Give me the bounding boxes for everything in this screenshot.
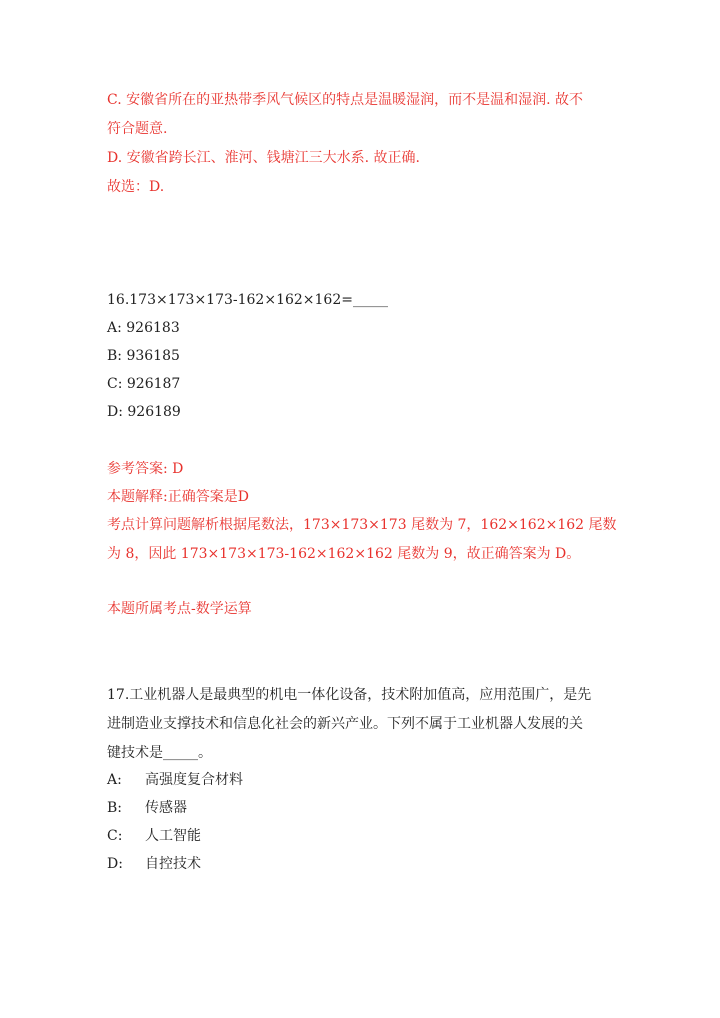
q17-stem-line-1: 17.工业机器人是最典型的机电一体化设备，技术附加值高，应用范围广，是先 bbox=[107, 687, 592, 703]
prev-solution-line-c: C. 安徽省所在的亚热带季风气候区的特点是温暖湿润，而不是温和湿润. 故不 bbox=[107, 92, 584, 108]
q17-option-a bbox=[107, 770, 620, 790]
q17-option-b-letter: B: bbox=[107, 800, 123, 816]
q17-option-c-text: 人工智能 bbox=[145, 828, 201, 844]
q17-option-c-letter: C: bbox=[107, 828, 123, 844]
q16-explain-title: 本题解释:正确答案是D bbox=[107, 489, 249, 505]
q17-option-b-text: 传感器 bbox=[145, 800, 187, 816]
q17-option-d bbox=[107, 854, 620, 874]
q17-option-a-letter: A: bbox=[107, 772, 122, 788]
q16-option-c: C: 926187 bbox=[107, 376, 181, 392]
q17-stem-line-3: 键技术是_____。 bbox=[107, 745, 212, 761]
prev-solution-line-d: D. 安徽省跨长江、淮河、钱塘江三大水系. 故正确. bbox=[107, 150, 420, 166]
q17-option-b bbox=[107, 798, 620, 818]
q16-answer: 参考答案: D bbox=[107, 461, 184, 477]
q16-stem: 16.173×173×173-162×162×162=_____ bbox=[107, 292, 388, 308]
prev-solution-choice: 故选：D. bbox=[107, 179, 165, 195]
q17-stem-line-2: 进制造业支撑技术和信息化社会的新兴产业。下列不属于工业机器人发展的关 bbox=[107, 716, 583, 732]
q16-explain-line-1: 考点计算问题解析根据尾数法，173×173×173 尾数为 7，162×162×162 尾数 bbox=[107, 517, 617, 533]
q17-option-c bbox=[107, 826, 620, 846]
q16-option-a: A: 926183 bbox=[107, 320, 180, 336]
q16-category: 本题所属考点-数学运算 bbox=[107, 601, 252, 617]
q17-option-d-letter: D: bbox=[107, 856, 123, 872]
prev-solution-line-c-cont: 符合题意. bbox=[107, 121, 168, 137]
q16-explain-line-2: 为 8，因此 173×173×173-162×162×162 尾数为 9，故正确答案为 D。 bbox=[107, 546, 581, 562]
q16-option-b: B: 936185 bbox=[107, 348, 180, 364]
q17-option-d-text: 自控技术 bbox=[145, 856, 201, 872]
q16-option-d: D: 926189 bbox=[107, 404, 181, 420]
q17-option-a-text: 高强度复合材料 bbox=[145, 772, 243, 788]
